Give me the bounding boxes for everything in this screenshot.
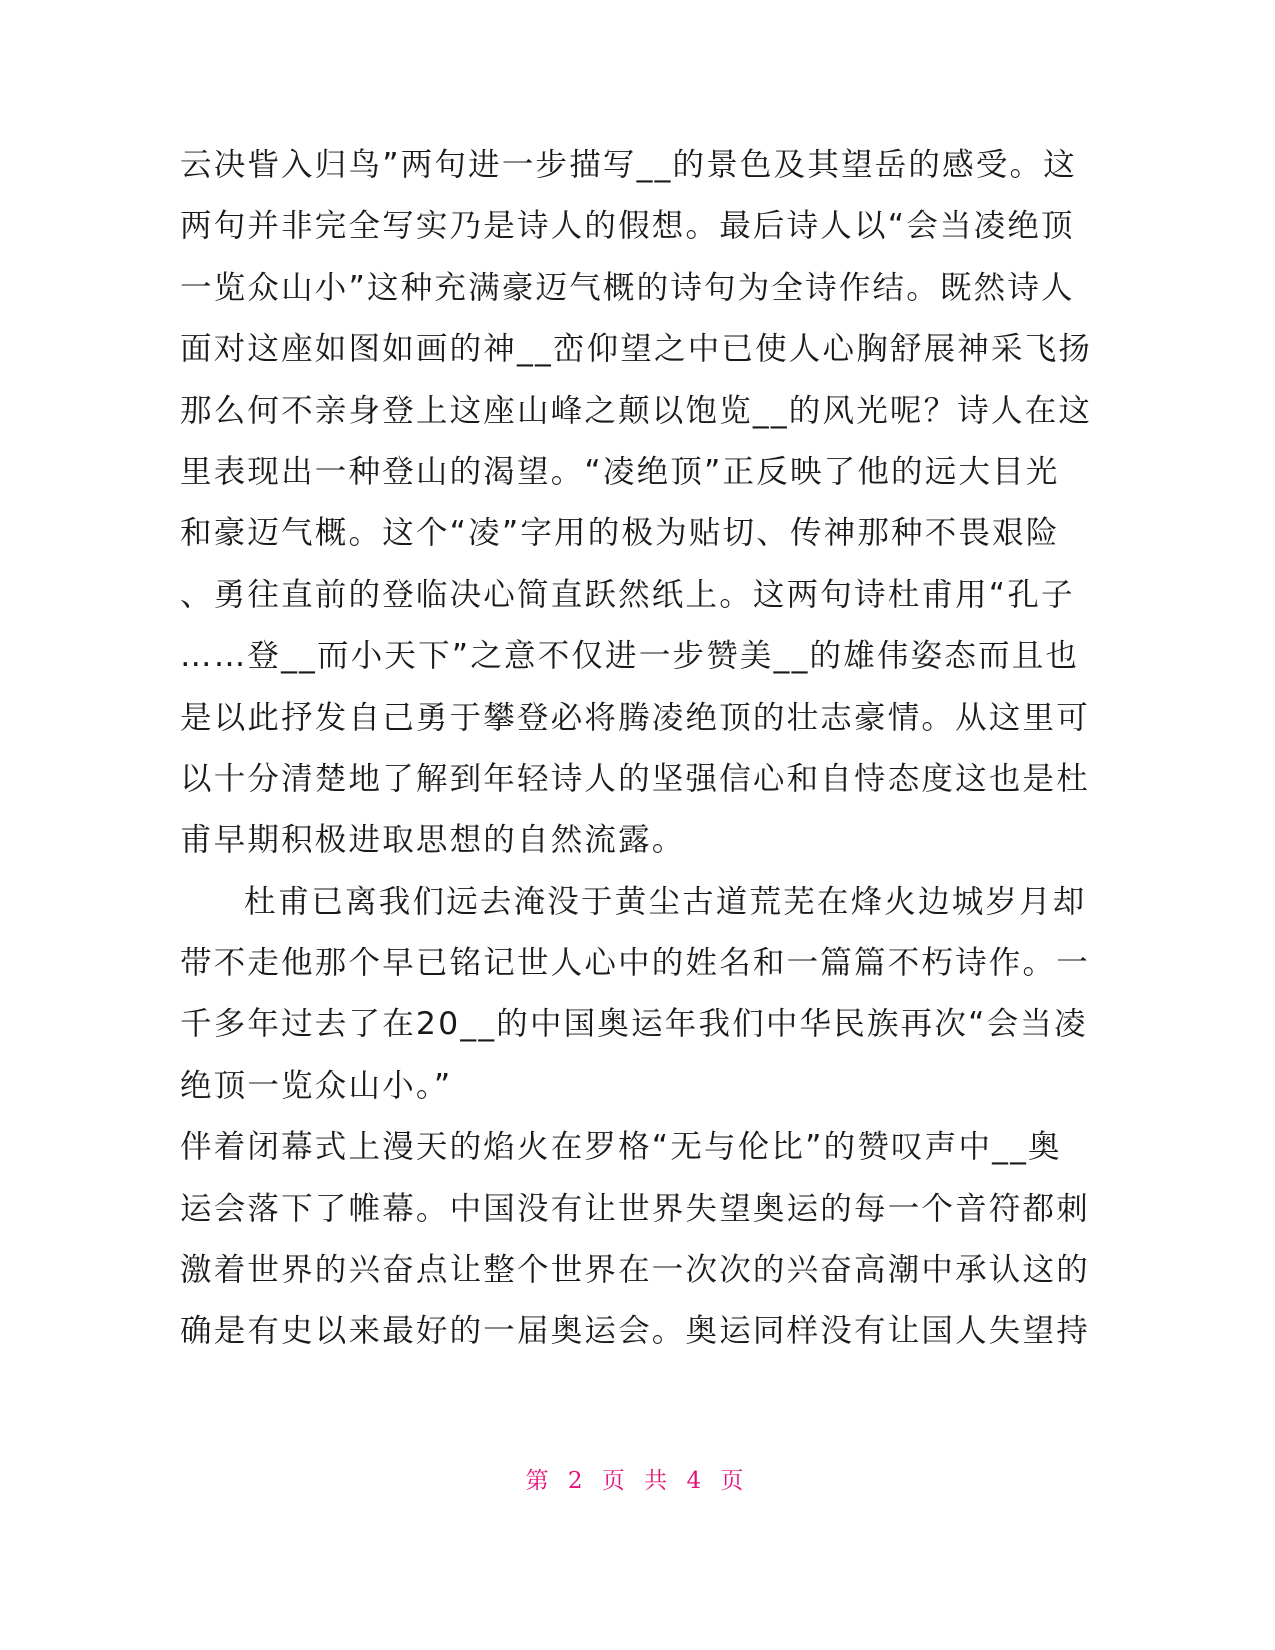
- text-line: 激着世界的兴奋点让整个世界在一次次的兴奋高潮中承认这的: [180, 1252, 1090, 1289]
- page-footer: [0, 1462, 1275, 1495]
- text-line: 运会落下了帷幕。中国没有让世界失望奥运的每一个音符都刺: [180, 1190, 1090, 1227]
- text-line: 云决眥入归鸟”两句进一步描写__的景色及其望岳的感受。这: [180, 147, 1077, 183]
- text-line: 伴着闭幕式上漫天的焰火在罗格“无与伦比”的赞叹声中__奥: [180, 1129, 1062, 1166]
- text-line: 千多年过去了在20__的中国奥运年我们中华民族再次“会当凌: [180, 1006, 1088, 1043]
- text-line: 里表现出一种登山的渴望。“凌绝顶”正反映了他的远大目光: [180, 453, 1060, 490]
- text-line: 那么何不亲身登上这座山峰之颠以饱览__的风光呢？诗人在这: [180, 392, 1093, 429]
- text-line: ……登__而小天下”之意不仅进一步赞美__的雄伟姿态而且也: [180, 638, 1080, 675]
- text-line: 带不走他那个早已铭记世人心中的姓名和一篇篇不朽诗作。一: [180, 945, 1090, 982]
- text-line: 和豪迈气概。这个“凌”字用的极为贴切、传神那种不畏艰险: [180, 515, 1060, 552]
- text-line: 确是有史以来最好的一届奥运会。奥运同样没有让国人失望持: [180, 1313, 1090, 1350]
- text-line: 一览众山小”这种充满豪迈气概的诗句为全诗作结。既然诗人: [180, 269, 1075, 306]
- text-line: 、勇往直前的登临决心简直跃然纸上。这两句诗杜甫用“孔子: [180, 576, 1075, 613]
- text-line: 面对这座如图如画的神__峦仰望之中已使人心胸舒展神采飞扬: [180, 331, 1093, 368]
- text-line: 两句并非完全写实乃是诗人的假想。最后诗人以“会当凌绝顶: [180, 208, 1075, 245]
- document-body: [180, 135, 1093, 1363]
- text-line: 杜甫已离我们远去淹没于黄尘古道荒芜在烽火边城岁月却: [244, 883, 1087, 920]
- text-line: 是以此抒发自己勇于攀登必将腾凌绝顶的壮志豪情。从这里可: [180, 699, 1090, 736]
- text-line: 以十分清楚地了解到年轻诗人的坚强信心和自恃态度这也是杜: [180, 760, 1090, 797]
- text-line: 甫早期积极进取思想的自然流露。: [180, 822, 686, 859]
- text-line: 绝顶一览众山小。”: [180, 1067, 453, 1104]
- page-number-label: 第 2 页 共 4 页: [525, 1468, 750, 1494]
